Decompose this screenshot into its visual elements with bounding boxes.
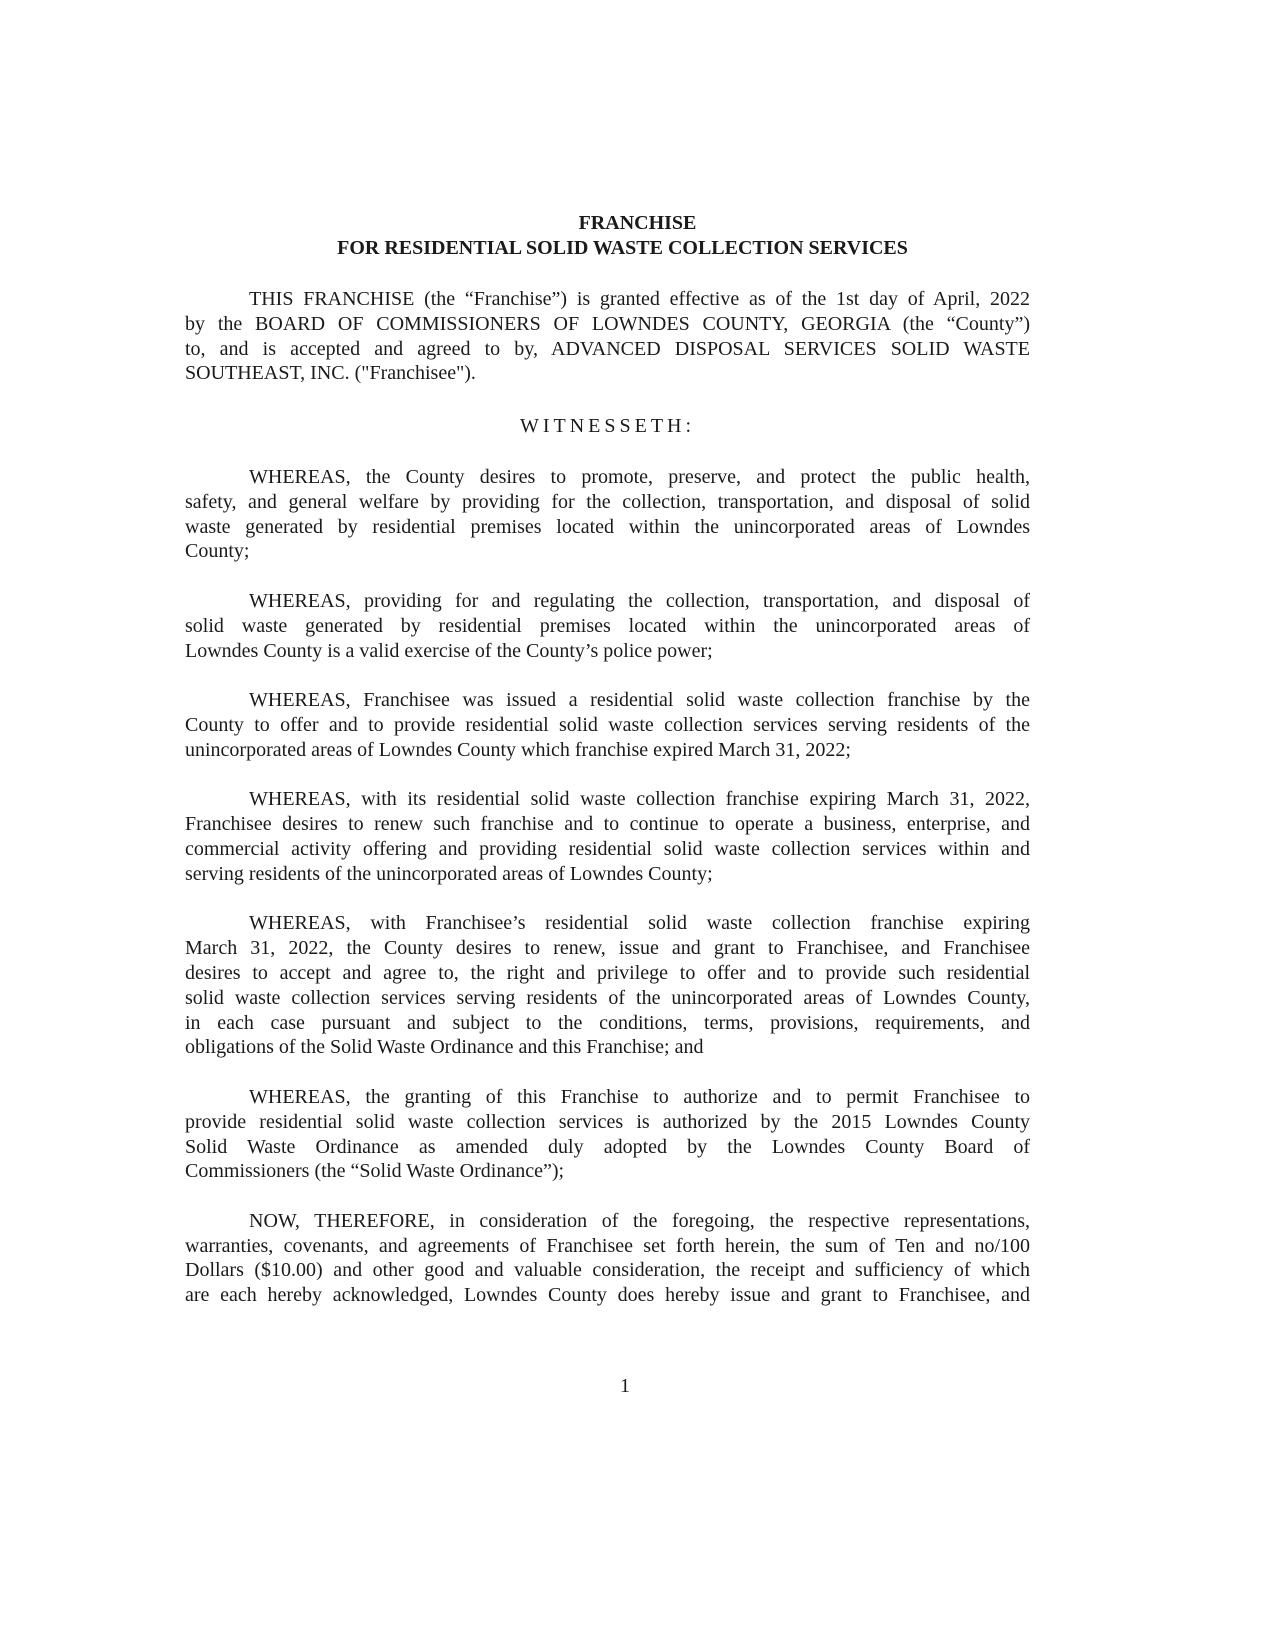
paragraph-line: WHEREAS, the granting of this Franchise to authorize and to permit Franchisee to: [249, 1085, 1030, 1108]
paragraph-line: by the BOARD OF COMMISSIONERS OF LOWNDES COUNTY, GEORGIA (the “County”): [185, 312, 1030, 335]
paragraph-line: desires to accept and agree to, the right and privilege to offer and to provide such residential: [185, 961, 1030, 984]
paragraph-line: Dollars ($10.00) and other good and valuable consideration, the receipt and sufficiency of which: [185, 1259, 1030, 1282]
paragraph-line: SOUTHEAST, INC. ("Franchisee").: [185, 362, 476, 385]
whereas-paragraph: [185, 911, 1030, 1060]
paragraph-line: Solid Waste Ordinance as amended duly adopted by the Lowndes County Board of: [185, 1135, 1030, 1158]
paragraph-line: warranties, covenants, and agreements of Franchisee set forth herein, the sum of Ten and no/100: [185, 1234, 1030, 1257]
paragraph-line: in each case pursuant and subject to the conditions, terms, provisions, requirements, and: [185, 1011, 1030, 1034]
page-number: 1: [620, 1375, 630, 1397]
paragraph-line: unincorporated areas of Lowndes County which franchise expired March 31, 2022;: [185, 738, 851, 761]
paragraph-line: March 31, 2022, the County desires to renew, issue and grant to Franchisee, and Franchisee: [185, 937, 1030, 960]
recitals: [185, 465, 1030, 1308]
paragraph-line: solid waste collection services serving residents of the unincorporated areas of Lowndes County,: [185, 986, 1030, 1009]
intro-paragraph: [185, 287, 1030, 386]
paragraph-line: provide residential solid waste collection services is authorized by the 2015 Lowndes County: [185, 1110, 1030, 1133]
witnesseth-heading: WITNESSETH:: [519, 415, 696, 438]
paragraph-line: serving residents of the unincorporated areas of Lowndes County;: [185, 862, 713, 885]
paragraph-line: WHEREAS, Franchisee was issued a residential solid waste collection franchise by the: [249, 689, 1030, 712]
paragraph-line: WHEREAS, with its residential solid waste collection franchise expiring March 31, 2022,: [249, 788, 1030, 811]
whereas-paragraph: [185, 688, 1030, 762]
paragraph-line: County;: [185, 540, 250, 563]
paragraph-line: are each hereby acknowledged, Lowndes County does hereby issue and grant to Franchisee, and: [185, 1284, 1030, 1307]
whereas-paragraph: [185, 1085, 1030, 1184]
paragraph-line: obligations of the Solid Waste Ordinance and this Franchise; and: [185, 1036, 704, 1059]
paragraph-line: NOW, THEREFORE, in consideration of the foregoing, the respective representations,: [249, 1209, 1030, 1232]
document-body: [185, 287, 1030, 1333]
document-subtitle: FOR RESIDENTIAL SOLID WASTE COLLECTION SERVICES: [337, 237, 908, 259]
paragraph-line: WHEREAS, providing for and regulating the collection, transportation, and disposal of: [249, 589, 1030, 612]
whereas-paragraph: [185, 787, 1030, 886]
paragraph-line: WHEREAS, the County desires to promote, preserve, and protect the public health,: [249, 465, 1030, 488]
paragraph-line: Commissioners (the “Solid Waste Ordinance”);: [185, 1160, 565, 1183]
paragraph-line: solid waste generated by residential premises located within the unincorporated areas of: [185, 614, 1030, 637]
whereas-paragraph: [185, 1209, 1030, 1308]
paragraph-line: safety, and general welfare by providing for the collection, transportation, and disposal of solid: [185, 490, 1030, 513]
paragraph-line: to, and is accepted and agreed to by, ADVANCED DISPOSAL SERVICES SOLID WASTE: [185, 337, 1030, 360]
document-title: FRANCHISE: [578, 212, 697, 234]
paragraph-line: Franchisee desires to renew such franchise and to continue to operate a business, enterprise, and: [185, 813, 1030, 836]
paragraph-line: Lowndes County is a valid exercise of the County’s police power;: [185, 639, 713, 662]
paragraph-line: waste generated by residential premises located within the unincorporated areas of Lowndes: [185, 515, 1030, 538]
paragraph-line: County to offer and to provide residential solid waste collection services serving residents of the: [185, 713, 1030, 736]
paragraph-line: WHEREAS, with Franchisee’s residential solid waste collection franchise expiring: [249, 912, 1030, 935]
whereas-paragraph: [185, 465, 1030, 564]
paragraph-line: THIS FRANCHISE (the “Franchise”) is granted effective as of the 1st day of April, 2022: [249, 288, 1030, 310]
paragraph-line: commercial activity offering and providing residential solid waste collection services within and: [185, 837, 1030, 860]
whereas-paragraph: [185, 589, 1030, 663]
